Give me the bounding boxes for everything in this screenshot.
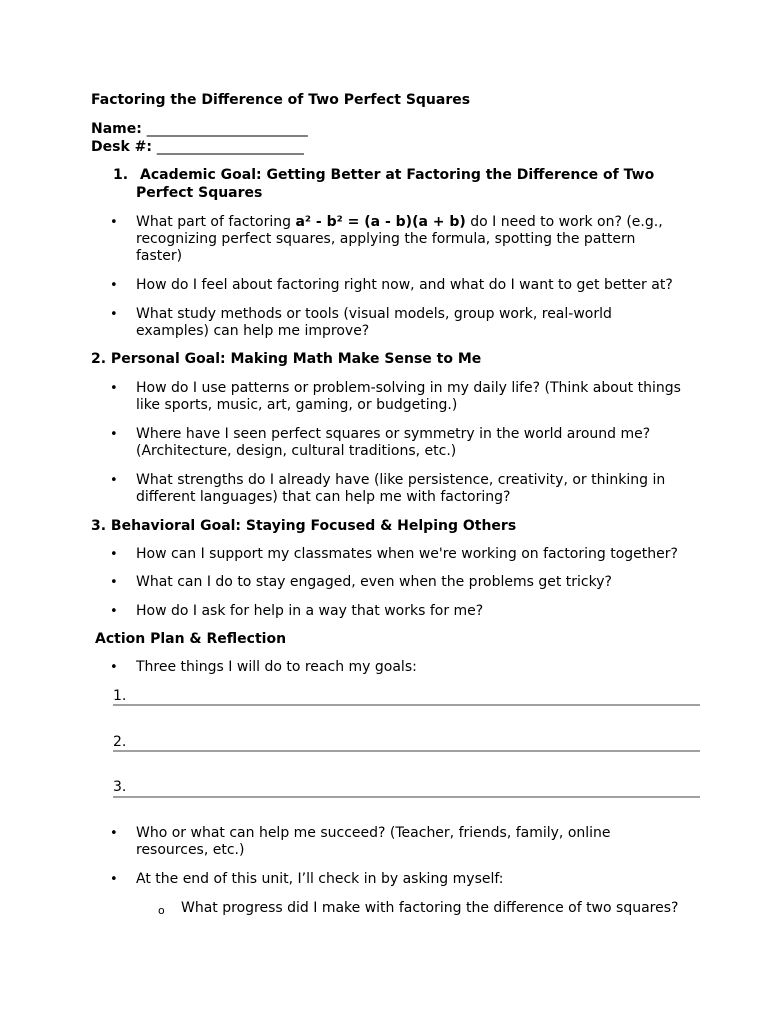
bullet-icon: • xyxy=(110,473,118,488)
section1-number: 1. xyxy=(113,167,129,183)
bullet-icon: • xyxy=(110,872,118,887)
bullet-icon: • xyxy=(110,427,118,442)
sub-bullet-icon: o xyxy=(158,904,165,917)
bullet-icon: • xyxy=(110,575,118,590)
bullet-icon: • xyxy=(110,826,118,841)
item-text: What study methods or tools (visual models, group work, real-world xyxy=(136,306,612,322)
section1-heading-line2: Perfect Squares xyxy=(136,185,263,201)
item-text: different languages) that can help me with factoring? xyxy=(136,489,511,505)
item-text: How do I use patterns or problem-solving in my daily life? (Think about things xyxy=(136,380,681,396)
goal-number-3: 3. xyxy=(113,779,127,795)
item-text: Who or what can help me succeed? (Teacher, friends, family, online xyxy=(136,825,611,841)
bullet-icon: • xyxy=(110,381,118,396)
name-field xyxy=(91,121,308,138)
goal-number-1: 1. xyxy=(113,688,127,704)
bullet-icon: • xyxy=(110,547,118,562)
item-text: recognizing perfect squares, applying the formula, spotting the pattern xyxy=(136,231,636,247)
list-item xyxy=(136,825,696,859)
name-label: Name: xyxy=(91,121,142,137)
list-item xyxy=(136,306,696,340)
bullet-icon: • xyxy=(110,660,118,675)
item-text: like sports, music, art, gaming, or budgeting.) xyxy=(136,397,458,413)
list-item xyxy=(136,472,696,506)
list-item xyxy=(136,426,696,460)
item-text: resources, etc.) xyxy=(136,842,245,858)
list-item: What can I do to stay engaged, even when the problems get tricky? xyxy=(136,574,612,590)
sub-list-item: What progress did I make with factoring the difference of two squares? xyxy=(181,900,679,916)
list-item xyxy=(136,214,696,265)
action-plan-heading: Action Plan & Reflection xyxy=(95,631,287,647)
goal-number-2: 2. xyxy=(113,734,127,750)
item-text: examples) can help me improve? xyxy=(136,323,370,339)
bullet-icon: • xyxy=(110,307,118,322)
goal-3-answer-line[interactable] xyxy=(113,796,700,798)
item-text: (Architecture, design, cultural traditions, etc.) xyxy=(136,443,457,459)
list-item: At the end of this unit, I’ll check in by asking myself: xyxy=(136,871,504,887)
list-item: How do I feel about factoring right now, and what do I want to get better at? xyxy=(136,277,673,293)
goal-2-answer-line[interactable] xyxy=(113,750,700,752)
desk-blank: _____________________ xyxy=(156,139,304,155)
bullet-icon: • xyxy=(110,278,118,293)
desk-field xyxy=(91,139,304,156)
name-blank: _______________________ xyxy=(146,121,308,137)
item-text: faster) xyxy=(136,248,183,264)
item-text: do I need to work on? (e.g., xyxy=(465,214,663,230)
list-item: How do I ask for help in a way that works for me? xyxy=(136,603,484,619)
list-item: Three things I will do to reach my goals: xyxy=(136,659,417,675)
section3-heading: 3. Behavioral Goal: Staying Focused & Helping Others xyxy=(91,518,517,534)
worksheet-title: Factoring the Difference of Two Perfect Squares xyxy=(91,92,471,108)
section2-heading: 2. Personal Goal: Making Math Make Sense to Me xyxy=(91,351,482,367)
goal-1-answer-line[interactable] xyxy=(113,704,700,706)
list-item: How can I support my classmates when we're working on factoring together? xyxy=(136,546,678,562)
item-text: Where have I seen perfect squares or symmetry in the world around me? xyxy=(136,426,651,442)
bullet-icon: • xyxy=(110,215,118,230)
desk-label: Desk #: xyxy=(91,139,152,155)
difference-of-squares-formula: a² - b² = (a - b)(a + b) xyxy=(295,214,466,230)
list-item xyxy=(136,380,696,414)
bullet-icon: • xyxy=(110,604,118,619)
item-text: What strengths do I already have (like persistence, creativity, or thinking in xyxy=(136,472,666,488)
item-text: What part of factoring xyxy=(136,214,296,230)
section1-heading-line1: Academic Goal: Getting Better at Factoring the Difference of Two xyxy=(140,167,655,183)
